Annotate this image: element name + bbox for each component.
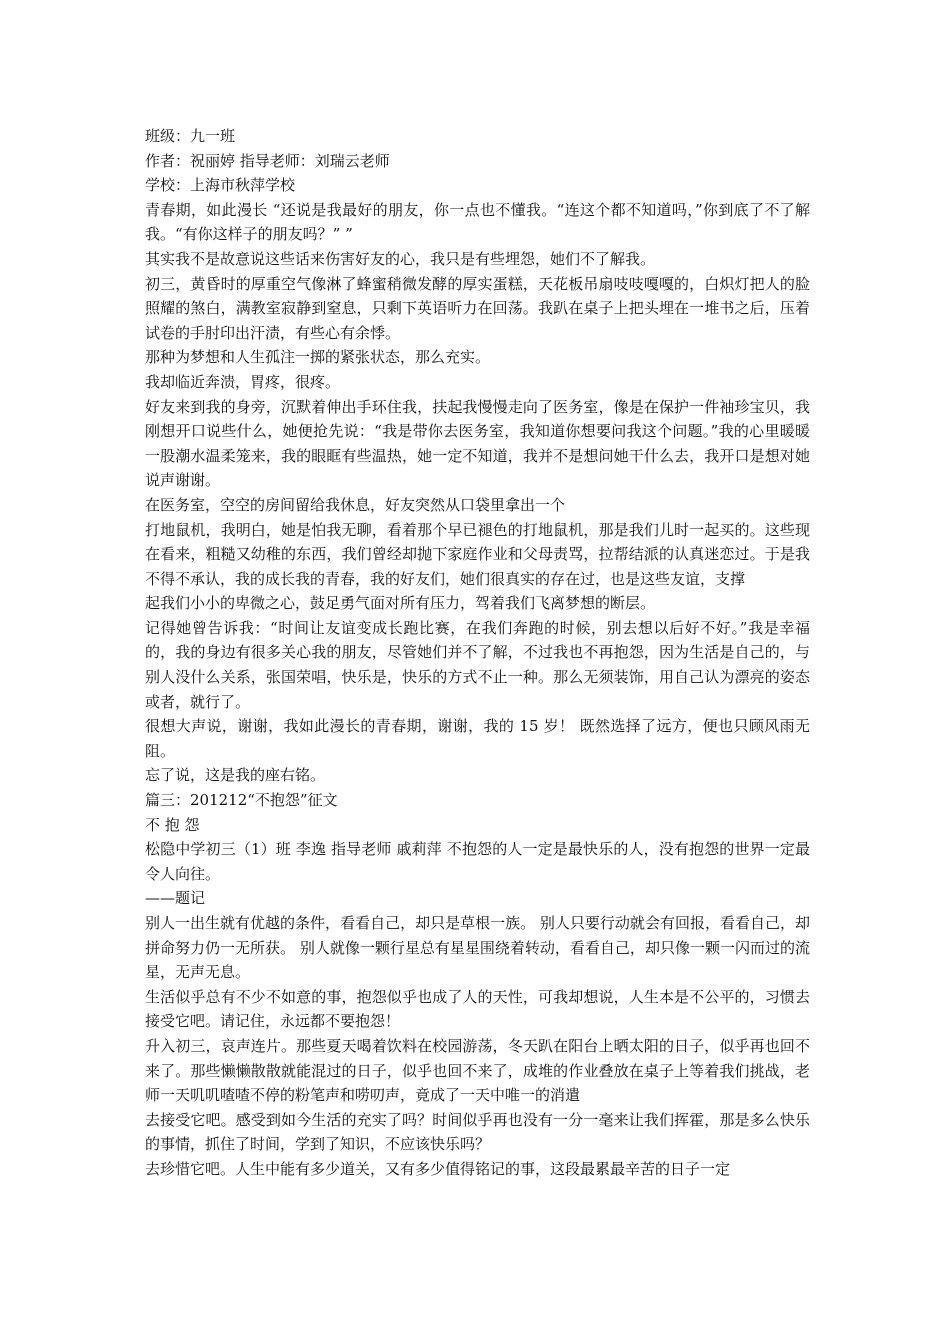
paragraph: 那种为梦想和人生孤注一掷的紧张状态，那么充实。 [145, 348, 491, 367]
paragraph: 去珍惜它吧。人生中能有多少道关，又有多少值得铭记的事，这段最累最辛苦的日子一定 [145, 1159, 731, 1178]
paragraph: 升入初三，哀声连片。那些夏天喝着饮料在校园游荡，冬天趴在阳台上晒太阳的日子，似乎再也回不来了。那些懒懒散散就能混过的日子，似乎也回不来了，成堆的作业叠放在桌子上等着我们挑战，老师一天叽叽喳喳不停的粉笔声和唠叨声，竟成了一天中唯一的消遣 [145, 1036, 810, 1105]
paragraph: 别人一出生就有优越的条件，看看自己，却只是草根一族。 别人只要行动就会有回报，看看自己，却拼命努力仍一无所获。 别人就像一颗行星总有星星围绕着转动，看看自己，却只像一颗一闪而过的流星，无声无息。 [145, 914, 810, 982]
paragraph: 初三，黄昏时的厚重空气像淋了蜂蜜稍微发酵的厚实蛋糕，天花板吊扇吱吱嘎嘎的，白炽灯把人的脸照耀的煞白，满教室寂静到窒息，只剩下英语听力在回荡。我趴在桌子上把头埋在一堆书之后，压着试卷的手肘印出汗渍，有些心有余悸。 [145, 274, 810, 342]
school-line: 学校：上海市秋萍学校 [145, 176, 296, 195]
class-line: 班级：九一班 [145, 127, 236, 145]
paragraph: 记得她曾告诉我：“时间让友谊变成长跑比赛，在我们奔跑的时候，别去想以后好不好。”我是幸福的，我的身边有很多关心我的朋友，尽管她们并不了解，不过我也不再抱怨，因为生活是自己的，与别人没什么关系，张国荣唱，快乐是，快乐的方式不止一种。那么无须装饰，用自己认为漂亮的姿态或者，就行了。 [145, 618, 810, 711]
paragraph: 起我们小小的卑微之心，鼓足勇气面对所有压力，驾着我们飞离梦想的断层。 [145, 594, 656, 613]
paragraph: 松隐中学初三（1）班 李逸 指导老师 戚莉萍 不抱怨的人一定是最快乐的人，没有抱怨的世界一定最令人向往。 [145, 840, 810, 883]
author-line: 作者：祝丽婷 指导老师：刘瑞云老师 [145, 151, 390, 170]
essay-title: 不 抱 怨 [145, 815, 200, 834]
paragraph: 青春期，如此漫长 “还说是我最好的朋友，你一点也不懂我。“连这个都不知道吗，”你到底了不了解我。“有你这样子的朋友吗？” ” [145, 200, 810, 244]
document-body [145, 124, 810, 1182]
paragraph: 其实我不是故意说这些话来伤害好友的心，我只是有些埋怨，她们不了解我。 [145, 249, 656, 268]
paragraph: 在医务室，空空的房间留给我休息，好友突然从口袋里拿出一个 [145, 495, 566, 514]
paragraph: 我却临近奔溃，胃疼，很疼。 [145, 372, 341, 391]
paragraph: 去接受它吧。感受到如今生活的充实了吗？时间似乎再也没有一分一毫来让我们挥霍，那是多么快乐的事情，抓住了时间，学到了知识，不应该快乐吗？ [145, 1110, 810, 1154]
paragraph: 好友来到我的身旁，沉默着伸出手环住我，扶起我慢慢走向了医务室，像是在保护一件袖珍宝贝，我刚想开口说些什么，她便抢先说：“我是带你去医务室，我知道你想要问我这个问题。”我的心里暖暖一股潮水温柔笼来，我的眼眶有些温热，她一定不知道，我并不是想问她干什么去，我开口是想对她说声谢谢。 [145, 397, 810, 490]
paragraph: 很想大声说，谢谢，我如此漫长的青春期，谢谢，我的 15 岁！ 既然选择了远方，便也只顾风雨无阻。 [145, 717, 810, 760]
epigraph-note: ——题记 [145, 889, 206, 908]
section-heading: 篇三：201212“不抱怨”征文 [145, 791, 338, 810]
paragraph: 生活似乎总有不少不如意的事，抱怨似乎也成了人的天性，可我却想说，人生本是不公平的，习惯去接受它吧。请记住，永远都不要抱怨！ [145, 987, 810, 1031]
paragraph: 打地鼠机，我明白，她是怕我无聊，看着那个早已褪色的打地鼠机，那是我们儿时一起买的。这些现在看来，粗糙又幼稚的东西，我们曾经却抛下家庭作业和父母责骂，拉帮结派的认真迷恋过。于是我不得不承认，我的成长我的青春，我的好友们，她们很真实的存在过，也是这些友谊，支撑 [145, 520, 810, 588]
paragraph: 忘了说，这是我的座右铭。 [145, 766, 326, 785]
